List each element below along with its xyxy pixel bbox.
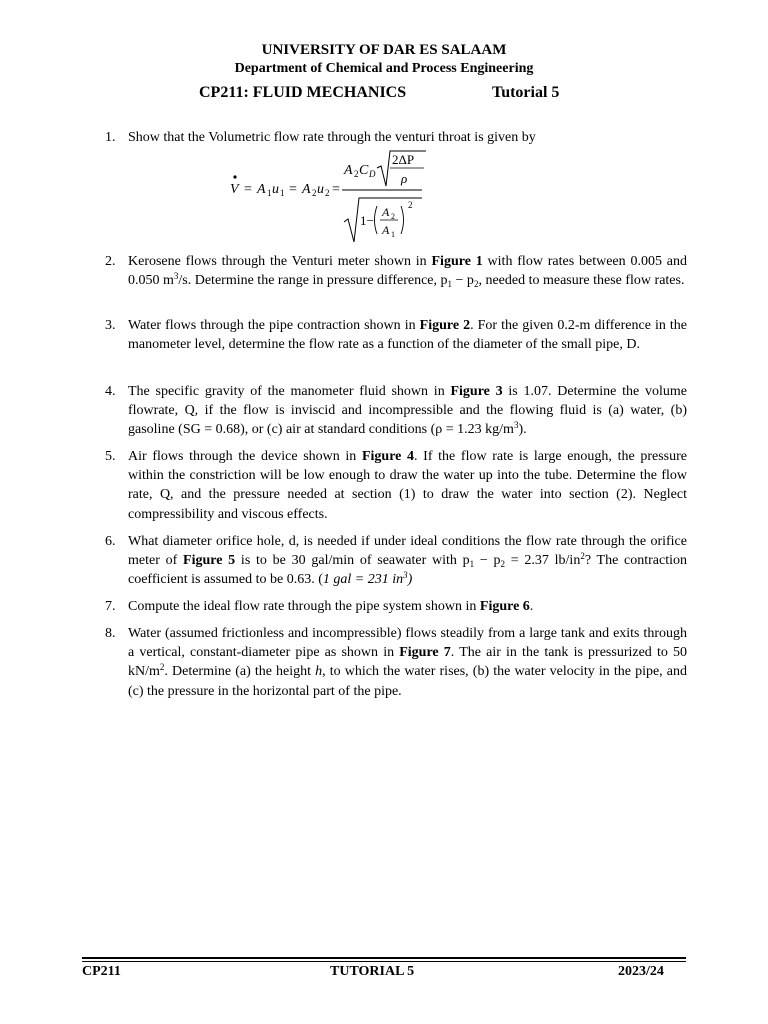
- num-cd: C: [359, 163, 369, 178]
- footer-year: 2023/24: [618, 964, 664, 979]
- question-number: 1.: [105, 130, 116, 145]
- text-segment: , to which the water rises, (b) the water velocity in the pipe, and (c) the pressure in the horizontal part of the pipe.: [128, 664, 688, 699]
- den-rparen: [401, 206, 404, 234]
- question-number: 3.: [105, 318, 116, 333]
- formula-a2: A: [302, 182, 311, 197]
- formula-u2-sub: 2: [325, 188, 330, 198]
- text-segment: . If the flow rate is large enough, the pressure within the constriction will be low enough to draw the water up into the tube. Determine the flow rate, Q, and the pressure needed at section (1) to draw the water into section (2). Neglect compressibility and viscous effects.: [128, 449, 687, 522]
- formula-a1-sub: 1: [267, 188, 272, 198]
- num-rho: ρ: [401, 171, 408, 186]
- question-4: [105, 382, 687, 440]
- text-segment: Compute the ideal flow rate through the pipe system shown in: [128, 599, 480, 614]
- italic-text: 1 gal = 231 in: [322, 572, 404, 588]
- text-segment: Water flows through the pipe contraction shown in: [128, 318, 420, 333]
- formula-u1-sub: 1: [280, 188, 285, 198]
- footer-course-code: CP211: [82, 964, 121, 979]
- num-dp: 2ΔP: [392, 152, 415, 167]
- text-segment: , needed to measure these flow rates.: [478, 273, 685, 289]
- text-segment: − p: [452, 273, 474, 289]
- text-segment: ).: [518, 422, 527, 438]
- figure-ref: Figure 6: [479, 599, 530, 614]
- question-8: [105, 624, 687, 701]
- text-segment: ? The contraction coefficient is assumed to be 0.63. (: [128, 553, 688, 588]
- question-number: 8.: [105, 626, 116, 641]
- figure-ref: Figure 4: [361, 449, 415, 464]
- footer-rule-thick: [82, 957, 686, 959]
- question-7: [105, 597, 687, 616]
- subscript: 1: [447, 279, 453, 290]
- den-a2-sub: 2: [391, 212, 395, 221]
- question-1: [105, 128, 687, 147]
- italic-text: h: [315, 664, 323, 680]
- question-number: 5.: [105, 449, 116, 464]
- question-number: 4.: [105, 384, 116, 399]
- formula-v: V: [230, 182, 239, 197]
- question-text: [128, 252, 687, 290]
- text-segment: /s. Determine the range in pressure difference, p: [178, 273, 448, 289]
- formula-u1: u: [272, 182, 279, 197]
- text-segment: with flow rates between 0.005 and 0.050 m: [128, 254, 688, 289]
- question-text: [128, 624, 687, 701]
- text-segment: .: [529, 599, 534, 614]
- course-title: CP211: FLUID MECHANICS: [199, 84, 407, 101]
- question-text: [128, 597, 687, 616]
- subscript: 2: [500, 559, 506, 570]
- question-number: 6.: [105, 534, 116, 549]
- footer-rule-thin: [82, 961, 686, 962]
- text-segment: What diameter orifice hole, d, is needed if under ideal conditions the flow rate through the orifice meter of: [128, 534, 687, 569]
- formula-a1: A: [257, 182, 266, 197]
- text-segment: . Determine (a) the height: [164, 664, 316, 680]
- question-text: Show that the Volumetric flow rate through the venturi throat is given by: [128, 130, 536, 145]
- question-text: [128, 532, 687, 590]
- den-lparen: [375, 206, 378, 234]
- superscript: 2: [159, 662, 165, 673]
- text-segment: is 1.07. Determine the volume flowrate, Q, if the flow is inviscid and incompressible and the flowing fluid is (a) water, (b) gasoline (SG = 0.68), or (c) air at standard conditions (ρ = 1.23 kg/m: [128, 384, 687, 438]
- figure-ref: Figure 2: [419, 318, 471, 333]
- den-one-minus: 1−: [360, 213, 374, 228]
- text-segment: ): [407, 572, 413, 588]
- num-a2: A: [344, 163, 353, 178]
- text-segment: Air flows through the device shown in: [128, 449, 362, 464]
- superscript: 3: [513, 420, 519, 431]
- question-number: 7.: [105, 599, 116, 614]
- den-a1: A: [382, 223, 390, 237]
- question-text: [128, 382, 687, 440]
- den-a1-sub: 1: [391, 230, 395, 239]
- text-segment: Water (assumed frictionless and incompressible) flows steadily from a large tank and exits through a vertical, constant-diameter pipe as shown in: [128, 626, 687, 661]
- figure-ref: Figure 1: [431, 254, 483, 269]
- den-square: 2: [408, 200, 413, 210]
- dot-over-v: [233, 175, 236, 178]
- superscript: 2: [580, 551, 585, 562]
- question-2: [105, 252, 687, 290]
- formula-graphic: [226, 146, 426, 246]
- question-5: [105, 447, 687, 524]
- figure-ref: Figure 5: [183, 553, 236, 569]
- formula-eq2: =: [289, 182, 297, 197]
- figure-ref: Figure 7: [399, 645, 451, 661]
- question-text: [128, 447, 687, 524]
- footer-tutorial: TUTORIAL 5: [330, 964, 415, 979]
- subscript: 2: [473, 279, 479, 290]
- num-a2-sub: 2: [354, 169, 359, 179]
- text-segment: . The air in the tank is pressurized to 50 kN/m: [128, 645, 687, 680]
- text-segment: . For the given 0.2-m difference in the manometer level, determine the flow rate as a function of the diameter of the small pipe, D.: [128, 318, 687, 353]
- tutorial-label: Tutorial 5: [492, 84, 560, 101]
- formula-eq1: =: [244, 182, 252, 197]
- question-3: [105, 316, 687, 354]
- text-segment: = 2.37 lb/in: [505, 553, 581, 569]
- department-name: Department of Chemical and Process Engineering: [234, 61, 534, 76]
- text-segment: The specific gravity of the manometer fluid shown in: [128, 384, 451, 399]
- venturi-formula: [226, 146, 426, 246]
- subscript: 1: [469, 559, 475, 570]
- num-cd-sub: D: [369, 169, 376, 179]
- text-segment: − p: [474, 553, 501, 569]
- question-text: [128, 316, 687, 354]
- question-number: 2.: [105, 254, 116, 269]
- text-segment: Kerosene flows through the Venturi meter shown in: [128, 254, 432, 269]
- formula-u2: u: [317, 182, 324, 197]
- university-name: UNIVERSITY OF DAR ES SALAAM: [261, 42, 507, 58]
- figure-ref: Figure 3: [450, 384, 503, 399]
- text-segment: is to be 30 gal/min of seawater with p: [235, 553, 470, 569]
- formula-eq3: =: [332, 182, 340, 197]
- den-a2: A: [382, 205, 390, 219]
- question-6: [105, 532, 687, 590]
- formula-a2-sub: 2: [312, 188, 317, 198]
- superscript: 3: [173, 271, 179, 282]
- superscript: 3: [403, 570, 408, 581]
